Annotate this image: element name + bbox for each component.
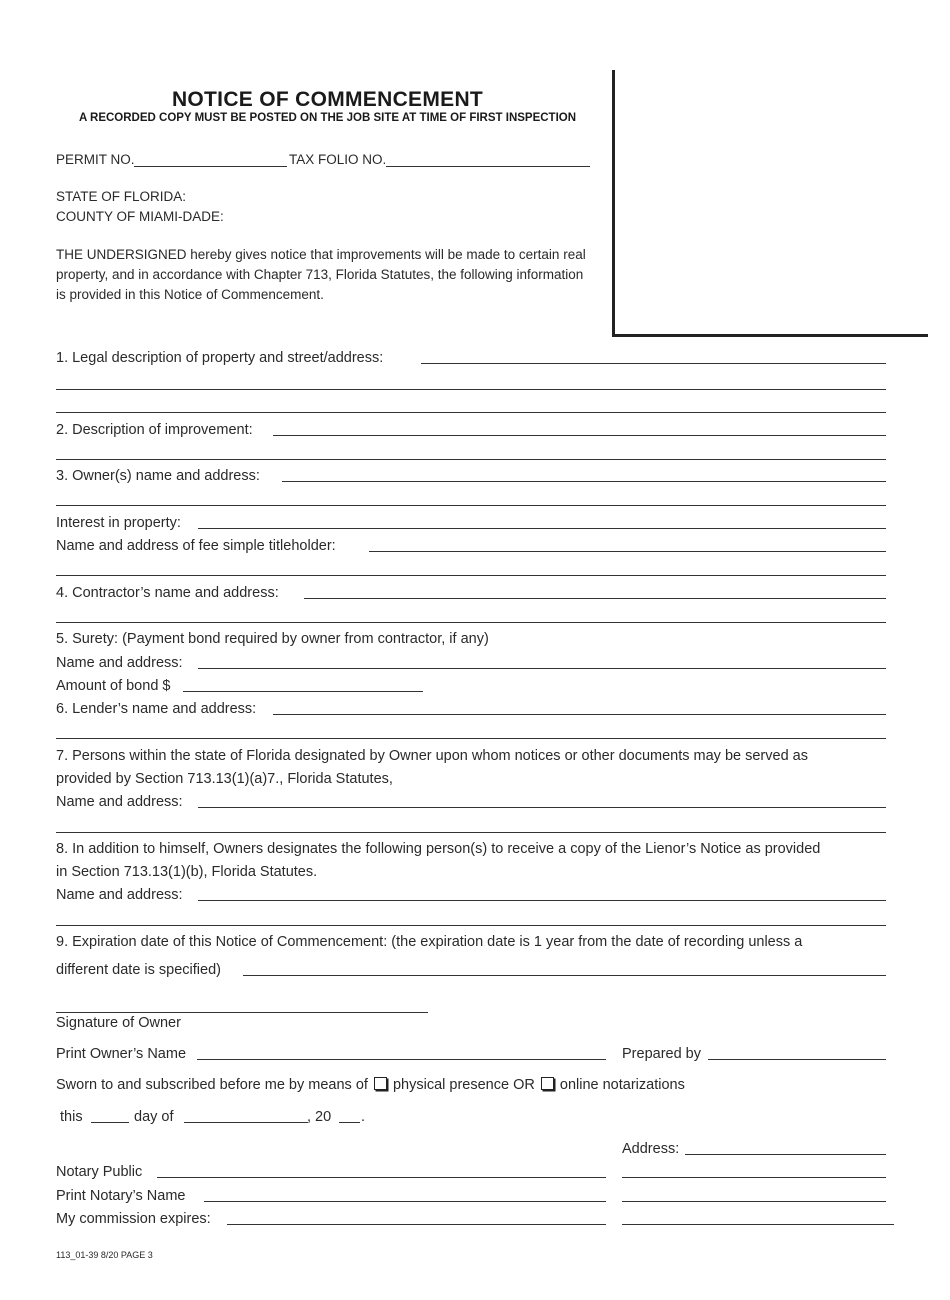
print-notary-field[interactable] (204, 1201, 606, 1202)
permit-label: PERMIT NO. (56, 152, 135, 167)
address-label: Address: (622, 1141, 680, 1157)
page-title: NOTICE OF COMMENCEMENT (171, 88, 484, 111)
lienor-text-1: 8. In addition to himself, Owners designates the following person(s) to receive a copy of the Lienor’s Notice as provided (56, 841, 821, 857)
print-owner-field[interactable] (197, 1059, 606, 1060)
expiration-date-field[interactable] (243, 975, 886, 976)
address-line-4[interactable] (622, 1224, 894, 1225)
contractor-label: 4. Contractor’s name and address: (56, 585, 279, 601)
commission-label: My commission expires: (56, 1211, 211, 1227)
sworn-line (56, 1076, 685, 1094)
improvement-line-2[interactable] (56, 459, 886, 460)
persons-line-2[interactable] (56, 832, 886, 833)
titleholder-field[interactable] (369, 551, 886, 552)
online-notarization-label: online notarizations (559, 1077, 685, 1093)
lienor-text-2: in Section 713.13(1)(b), Florida Statutes. (56, 864, 318, 880)
contractor-line-2[interactable] (56, 622, 886, 623)
surety-name-field[interactable] (198, 668, 886, 669)
titleholder-label: Name and address of fee simple titleholder: (56, 538, 336, 554)
sworn-prefix: Sworn to and subscribed before me by means of (56, 1077, 368, 1093)
state-label: STATE OF FLORIDA: (56, 189, 187, 204)
bond-amount-field[interactable] (183, 691, 423, 692)
legal-description-field[interactable] (421, 363, 886, 364)
owner-label: 3. Owner(s) name and address: (56, 468, 260, 484)
address-field[interactable] (685, 1154, 886, 1155)
improvement-label: 2. Description of improvement: (56, 422, 253, 438)
this-label: this (60, 1109, 83, 1125)
notary-public-field[interactable] (157, 1177, 606, 1178)
lender-field[interactable] (273, 714, 886, 715)
lender-line-2[interactable] (56, 738, 886, 739)
owner-signature-field[interactable] (56, 1012, 428, 1013)
day-field[interactable] (91, 1122, 129, 1123)
county-label: COUNTY OF MIAMI-DADE: (56, 209, 224, 224)
interest-field[interactable] (198, 528, 886, 529)
persons-text-2: provided by Section 713.13(1)(a)7., Florida Statutes, (56, 771, 393, 787)
improvement-field[interactable] (273, 435, 886, 436)
intro-line-3: is provided in this Notice of Commencement. (56, 287, 324, 302)
address-line-3[interactable] (622, 1201, 886, 1202)
lienor-name-field[interactable] (198, 900, 886, 901)
intro-line-2: property, and in accordance with Chapter 713, Florida Statutes, the following information (56, 267, 584, 282)
owner-line-2[interactable] (56, 505, 886, 506)
address-line-2[interactable] (622, 1177, 886, 1178)
interest-label: Interest in property: (56, 515, 181, 531)
titleholder-line-2[interactable] (56, 575, 886, 576)
print-owner-label: Print Owner’s Name (56, 1046, 187, 1062)
physical-presence-label: physical presence OR (392, 1077, 535, 1093)
legal-description-label: 1. Legal description of property and street/address: (56, 350, 384, 366)
legal-description-line-2[interactable] (56, 389, 886, 390)
legal-description-line-3[interactable] (56, 412, 886, 413)
year-field[interactable] (339, 1122, 360, 1123)
print-notary-label: Print Notary’s Name (56, 1188, 186, 1204)
expiration-text-1: 9. Expiration date of this Notice of Commencement: (the expiration date is 1 year from the date of recording unless a (56, 934, 803, 950)
expiration-text-2: different date is specified) (56, 962, 221, 978)
surety-label: 5. Surety: (Payment bond required by owner from contractor, if any) (56, 631, 489, 647)
physical-presence-checkbox[interactable] (374, 1077, 387, 1090)
owner-field[interactable] (282, 481, 886, 482)
bond-amount-label: Amount of bond $ (56, 678, 171, 694)
surety-name-label: Name and address: (56, 655, 183, 671)
lienor-name-label: Name and address: (56, 887, 183, 903)
lienor-line-2[interactable] (56, 925, 886, 926)
page-subtitle: A RECORDED COPY MUST BE POSTED ON THE JOB SITE AT TIME OF FIRST INSPECTION (78, 112, 577, 124)
recording-area-box (612, 70, 928, 337)
persons-name-field[interactable] (198, 807, 886, 808)
permit-number-field[interactable] (134, 166, 287, 167)
day-of-label: day of (134, 1109, 174, 1125)
year-prefix-label: , 20 (307, 1109, 332, 1125)
prepared-by-label: Prepared by (622, 1046, 701, 1062)
tax-folio-field[interactable] (386, 166, 590, 167)
persons-name-label: Name and address: (56, 794, 183, 810)
form-footer-code: 113_01-39 8/20 PAGE 3 (56, 1250, 153, 1260)
online-notarization-checkbox[interactable] (541, 1077, 554, 1090)
contractor-field[interactable] (304, 598, 886, 599)
intro-line-1: THE UNDERSIGNED hereby gives notice that improvements will be made to certain real (56, 247, 586, 262)
folio-label: TAX FOLIO NO. (289, 152, 387, 167)
notary-public-label: Notary Public (56, 1164, 143, 1180)
month-field[interactable] (184, 1122, 308, 1123)
commission-field[interactable] (227, 1224, 606, 1225)
year-suffix-label: . (361, 1109, 366, 1125)
persons-text-1: 7. Persons within the state of Florida designated by Owner upon whom notices or other documents may be served as (56, 748, 808, 764)
lender-label: 6. Lender’s name and address: (56, 701, 257, 717)
prepared-by-field[interactable] (708, 1059, 886, 1060)
owner-signature-label: Signature of Owner (56, 1015, 181, 1031)
